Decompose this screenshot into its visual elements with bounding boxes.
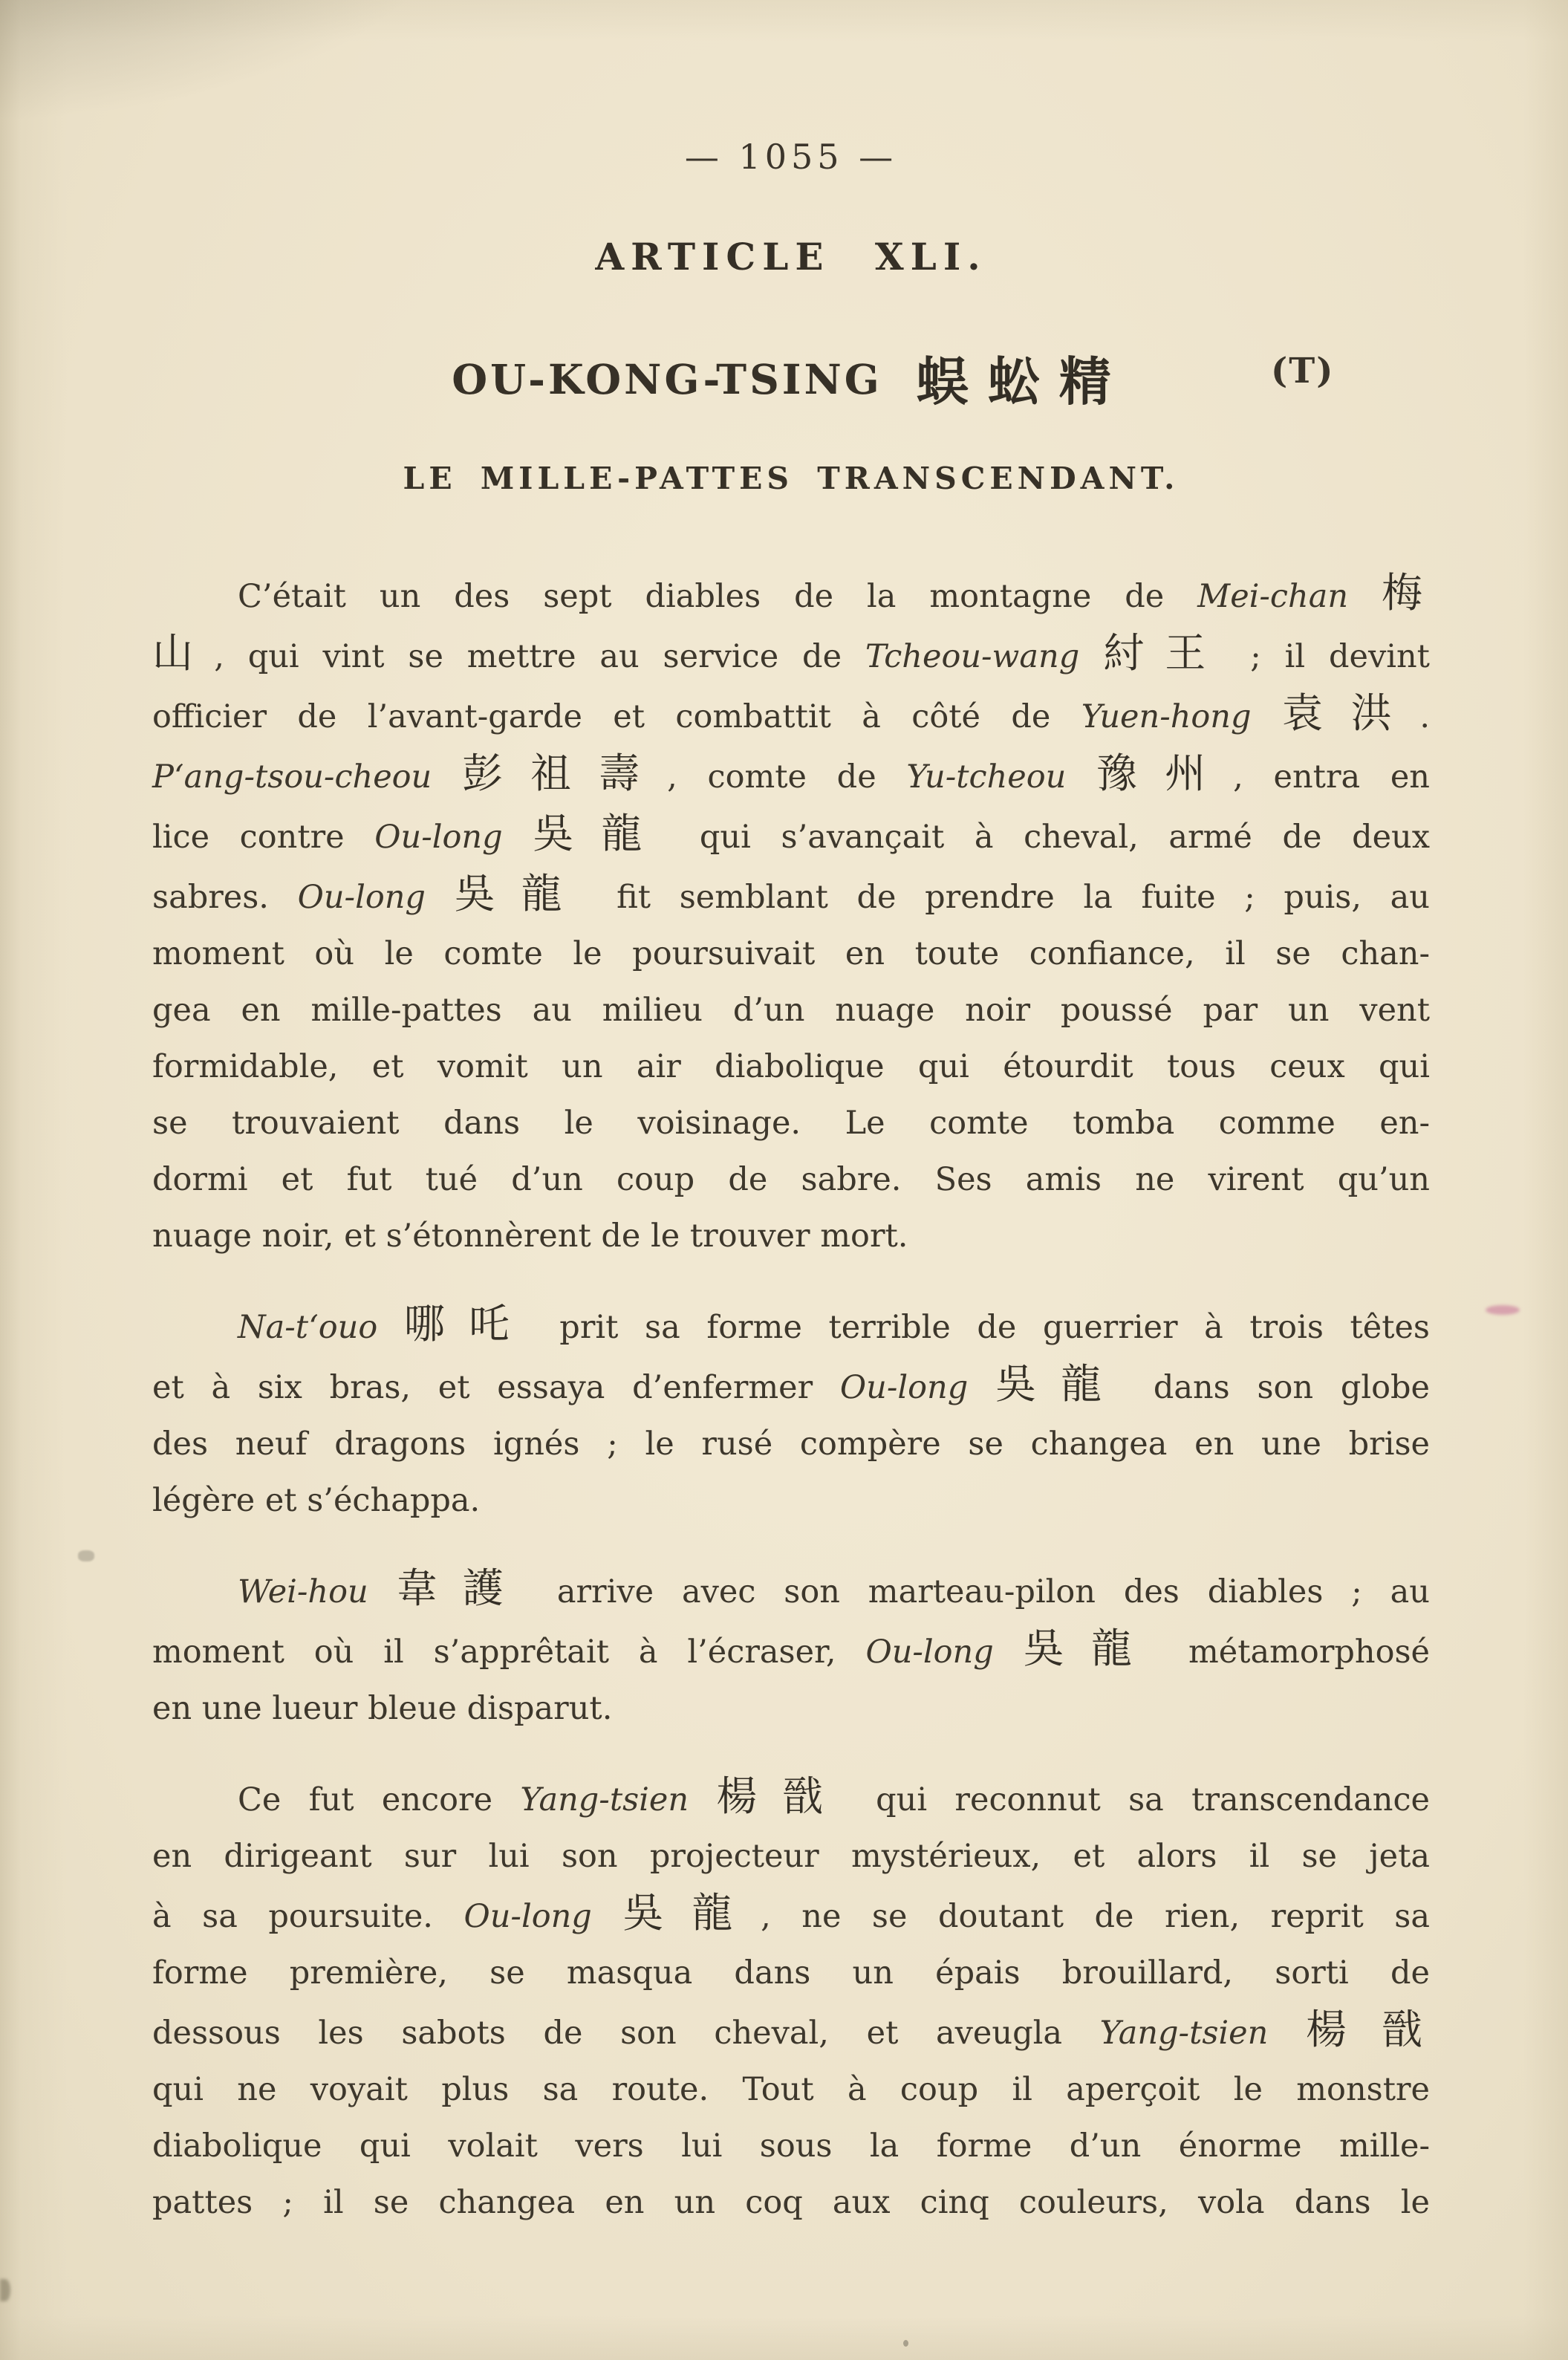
chinese-characters: 楊戩 [1305,2006,1430,2053]
transliteration: Yang-tsien [520,1781,689,1818]
text-run: fit semblant de prendre la fuite ; puis, au [588,879,1430,916]
text-line [152,1356,1430,1416]
text-run: C’était un des sept diables de la montagne de [238,578,1198,615]
text-line [152,1038,1430,1095]
speck [903,2340,908,2347]
text-run: gea en mille-pattes au milieu d’un nuage noir poussé par un vent [152,992,1430,1029]
text-line [152,1296,1430,1356]
chinese-characters: 彭祖壽 [461,750,668,797]
text-run: Ce fut encore [238,1781,521,1818]
chinese-characters: 豫州 [1096,750,1234,797]
transliteration: Mei-chan [1197,578,1349,615]
transliteration: Ou-long [374,819,503,856]
article-title-row [152,340,1430,415]
text-run: des neuf dragons ignés ; le rusé compère se changea en une brise [152,1426,1430,1463]
chinese-characters: 楊戩 [716,1772,848,1820]
transliteration: Wei-hou [238,1573,368,1610]
text-run [968,1369,995,1406]
text-run: arrive avec son marteau-pilon des diables ; au [528,1573,1430,1610]
text-run: en une lueur bleue disparut. [152,1690,613,1727]
text-run: se trouvaient dans le voisinage. Le comte tomba comme en- [152,1105,1430,1142]
text-line [152,2001,1430,2061]
text-line [152,2118,1430,2174]
text-line [152,2174,1430,2231]
text-line [152,1945,1430,2001]
text-run: dessous les sabots de son cheval, et aveugla [152,2015,1100,2052]
paragraph [152,1768,1430,2231]
text-run [503,819,533,856]
text-run [377,1309,404,1346]
text-run [592,1898,623,1935]
text-run: à sa poursuite. [152,1898,464,1935]
text-run: moment où il s’apprêtait à l’écraser, [152,1634,866,1671]
text-line [152,1768,1430,1828]
title-transliteration: OU-KONG-TSING [452,355,882,403]
text-run [432,758,462,796]
text-line [152,2061,1430,2118]
chinese-characters: 韋護 [396,1564,529,1612]
text-line [152,745,1430,805]
text-line [152,1151,1430,1208]
article-body [152,565,1430,2231]
chinese-characters: 吳龍 [995,1360,1127,1408]
text-run: , qui vint se mettre au service de [214,638,865,675]
text-run: ; il devint [1226,638,1430,675]
text-run: prit sa forme terrible de guerrier à trois têtes [533,1309,1431,1346]
transliteration: Ou-long [865,1634,994,1671]
transliteration: Yang-tsien [1099,2015,1269,2052]
text-line [152,926,1430,982]
text-run: dans son globe [1126,1369,1430,1406]
text-line [152,1560,1430,1620]
text-run: et à six bras, et essaya d’enfermer [152,1369,840,1406]
text-line [152,1885,1430,1945]
chinese-characters: 吳龍 [622,1889,761,1937]
chinese-characters: 吳龍 [1023,1625,1159,1672]
transliteration: Ou-long [297,879,426,916]
gray-spot [78,1550,94,1561]
text-run [1252,698,1282,735]
text-line [152,1620,1430,1680]
text-run [689,1781,716,1818]
text-run: en dirigeant sur lui son projecteur mystérieux, et alors il se jeta [152,1838,1430,1875]
article-heading: ARTICLE XLI. [595,235,987,279]
chinese-characters: 袁洪 [1281,689,1420,737]
text-run: qui ne voyait plus sa route. Tout à coup il aperçoit le monstre [152,2071,1430,2108]
text-run: légère et s’échappa. [152,1482,481,1519]
text-run: moment où le comte le poursuivait en toute confiance, il se chan- [152,935,1430,972]
text-run [994,1634,1024,1671]
paragraph [152,1296,1430,1529]
paragraph [152,565,1430,1264]
text-run: sabres. [152,879,298,916]
text-line [152,865,1430,926]
text-run: qui s’avançait à cheval, armé de deux [669,819,1430,856]
text-run [1066,758,1096,796]
edge-notch [0,2279,10,2301]
article-subtitle: LE MILLE-PATTES TRANSCENDANT. [403,461,1180,496]
chinese-characters: 吳龍 [454,870,588,917]
text-run [426,879,455,916]
text-run: , entra en [1233,758,1430,796]
title-source-note: (T) [1271,351,1335,391]
text-line [152,1472,1430,1529]
text-line [152,1416,1430,1472]
text-run: . [1419,698,1430,735]
transliteration: Ou-long [839,1369,969,1406]
text-run: qui reconnut sa transcendance [848,1781,1430,1818]
chinese-characters: 哪吒 [403,1300,533,1348]
text-line [152,1828,1430,1885]
text-line [152,685,1430,745]
paragraph [152,1560,1430,1737]
text-run: , comte de [667,758,907,796]
text-line [152,625,1430,685]
text-run: métamorphosé [1159,1634,1430,1671]
text-line [152,805,1430,865]
text-run: nuage noir, et s’étonnèrent de le trouver mort. [152,1218,908,1255]
text-line [152,1680,1430,1737]
transliteration: Yuen-hong [1081,698,1252,735]
text-run: dormi et fut tué d’un coup de sabre. Ses amis ne virent qu’un [152,1161,1430,1198]
text-run: pattes ; il se changea en un coq aux cinq couleurs, vola dans le [152,2184,1430,2221]
chinese-characters: 山 [152,629,215,677]
text-line [152,565,1430,625]
page-number: — 1055 — [684,137,898,177]
text-run: , ne se doutant de rien, reprit sa [761,1898,1430,1935]
chinese-characters: 梅 [1382,569,1431,617]
text-line [152,982,1430,1038]
chinese-characters: 紂王 [1103,629,1227,677]
chinese-characters: 吳龍 [533,810,670,857]
transliteration: Yu-tcheou [906,758,1067,796]
transliteration: Na-t‘ouo [238,1309,378,1346]
text-run: lice contre [152,819,375,856]
text-run: forme première, se masqua dans un épais brouillard, sorti de [152,1954,1430,1992]
transliteration: Ou-long [463,1898,592,1935]
text-run [368,1573,397,1610]
text-line [152,1208,1430,1264]
text-run: formidable, et vomit un air diabolique qui étourdit tous ceux qui [152,1048,1430,1085]
text-run [1079,638,1103,675]
transliteration: Tcheou-wang [865,638,1080,675]
text-run [1268,2015,1306,2052]
text-line [152,1095,1430,1151]
text-run [1348,578,1382,615]
transliteration: P‘ang-tsou-cheou [152,758,432,796]
text-run: officier de l’avant-garde et combattit à côté de [152,698,1081,735]
title-chinese-characters: 蜈蚣精 [916,351,1131,412]
text-run: diabolique qui volait vers lui sous la forme d’un énorme mille- [152,2127,1430,2165]
pink-smudge [1486,1305,1520,1315]
